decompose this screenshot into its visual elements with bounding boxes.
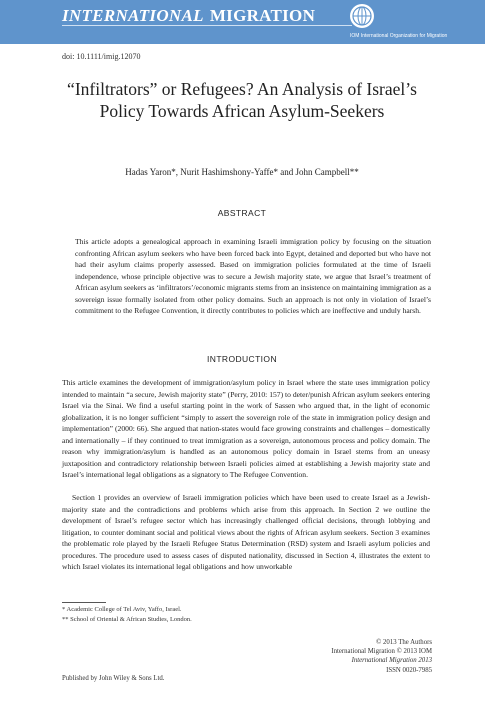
footnote-1: * Academic College of Tel Aviv, Yaffo, Israel. [62,606,182,613]
article-title: “Infiltrators” or Refugees? An Analysis of Israel’s Policy Towards African Asylum-Seekers [67,79,417,121]
copyright-line-1: © 2013 The Authors [376,639,432,646]
iom-logo-icon [350,4,374,28]
author-list: Hadas Yaron*, Nurit Hashimshony-Yaffe* and John Campbell** [125,167,359,177]
copyright-block [331,638,432,675]
copyright-line-2: International Migration © 2013 IOM [331,648,432,656]
abstract-heading: ABSTRACT [217,208,267,218]
journal-title [62,6,315,26]
iom-org-name: IOM International Organization for Migration [350,33,448,39]
journal-title-word1: INTERNATIONAL [62,6,204,25]
footnote-divider [62,602,106,603]
intro-paragraph-1: This article examines the development of immigration/asylum policy in Israel where the state uses immigration policy intended to maintain “a secure, Jewish majority state” (Perry, 2010: 157) to deter/punish African asylum seekers entering Israel via the Sinai. We find a useful starting point in the work of Sassen who argued that, in the light of economic globalization, it is no longer sufficient “simply to assert the sovereign role of the state in immigration policy design and implementation” (2000: 66). She argued that nation-states would face growing constraints and challenges – domestically and internationally – if they continued to treat immigration as a sovereign, autonomous process and policy domain. The reason why immigration/asylum is handled as an autonomous policy domain in Israel stems from an uneasy juxtaposition and contradictory relationship between Israeli policies aimed at establishing a Jewish majority state and Israel’s international legal obligations as a signatory to The Refugee Convention. [62,378,430,479]
journal-banner [0,0,485,44]
footnote-2: ** School of Oriental & African Studies, London. [62,616,192,623]
introduction-heading: INTRODUCTION [207,354,277,364]
abstract-text: This article adopts a genealogical approach in examining Israeli immigration policy by focusing on the situation confronting African asylum seekers who have been forced back into Egypt, detained and deported but who have not had their asylum claims properly assessed. Based on immigration policies formulated at the time of Israeli independence, whose principle objective was to secure a Jewish majority state, we argue that Israel’s treatment of African asylum seekers as ‘infiltrators’/economic migrants stems from an insistence on maintaining immigration as a sovereign issue formally isolated from other policy domains. Such an approach is not only in violation of Israel’s commitment to the Refugee Convention, it directly contributes to policies which are ineffective and unduly harsh. [75,237,431,315]
publisher-line: Published by John Wiley & Sons Ltd. [62,675,165,682]
journal-title-word2: MIGRATION [209,6,316,25]
copyright-line-4: ISSN 0020-7985 [386,666,432,674]
banner-divider [62,25,352,26]
intro-paragraph-2: Section 1 provides an overview of Israeli immigration policies which have been used to create Israel as a Jewish-majority state and the contradictions and problems which arise from this approach. In Section 2 we outline the development of Israel’s refugee sector which has increasingly challenged official decisions, through lobbying and litigation, to counter dominant social and political views about the rights of African asylum seekers. Section 3 examines the problematic role played by the Israeli Refugee Status Determination (RSD) system and Israeli asylum policies and procedures. The procedure used to assess cases of disputed nationality, discussed in Section 4, illustrates the extent to which Israel violates its international legal obligations and how unworkable [62,493,430,571]
doi-label: doi: 10.1111/imig.12070 [62,52,141,61]
copyright-line-3: International Migration 2013 [351,657,432,665]
